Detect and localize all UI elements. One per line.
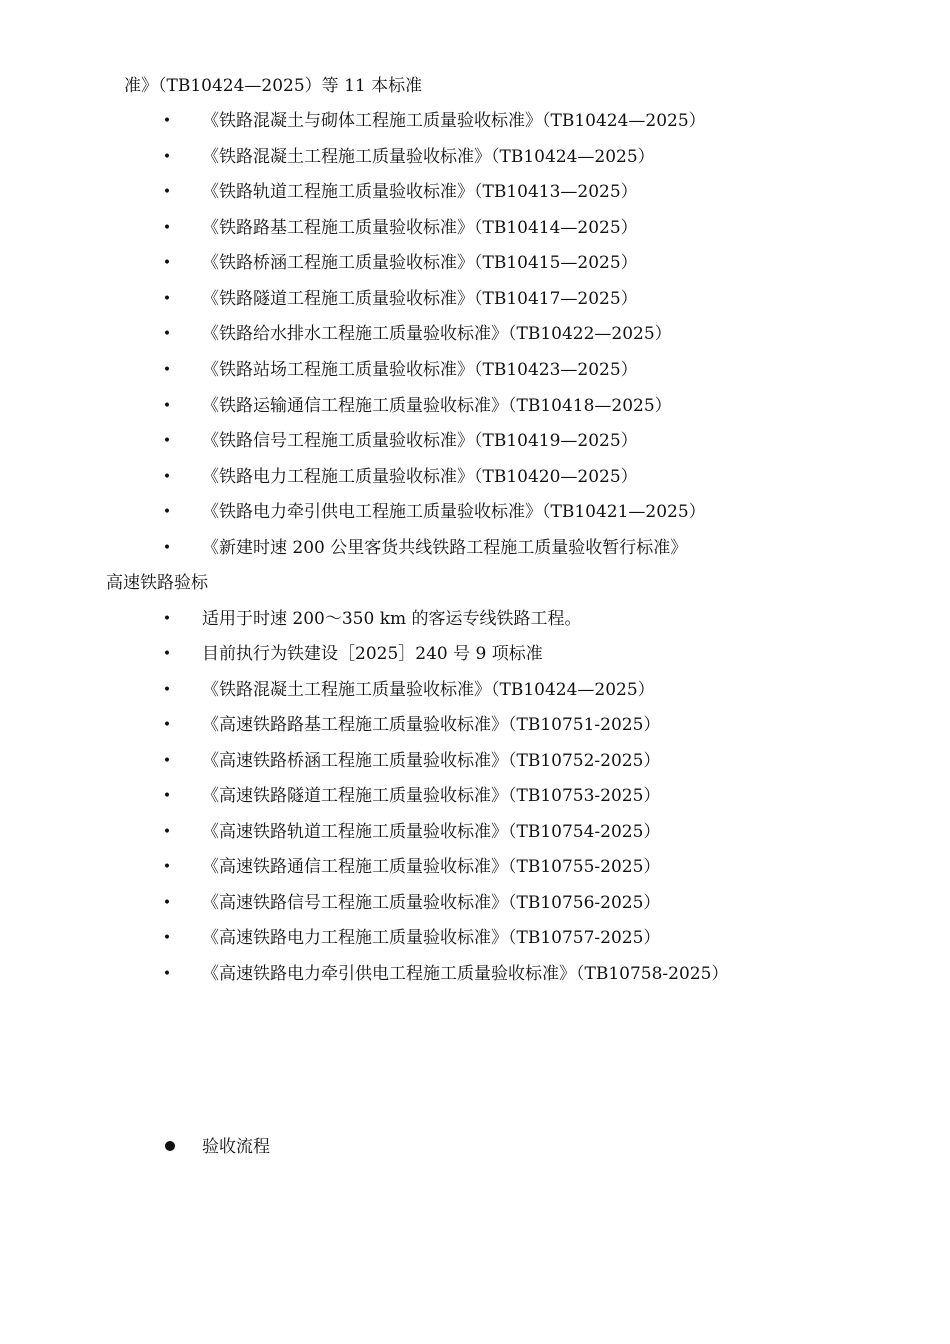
list-bullet: • <box>162 220 172 236</box>
list-bullet: • <box>162 113 172 129</box>
list-item: 《高速铁路路基工程施工质量验收标准》（TB10751-2025） <box>202 715 661 735</box>
list-item: 《铁路信号工程施工质量验收标准》（TB10419—2025） <box>202 431 638 451</box>
list-bullet: • <box>162 895 172 911</box>
list-item: 《高速铁路通信工程施工质量验收标准》（TB10755-2025） <box>202 857 661 877</box>
list-bullet: • <box>162 859 172 875</box>
list-bullet: • <box>162 398 172 414</box>
intro-line: 准》（TB10424—2025）等 11 本标准 <box>124 76 423 96</box>
list-item: 《高速铁路隧道工程施工质量验收标准》（TB10753-2025） <box>202 786 661 806</box>
list-bullet: • <box>162 717 172 733</box>
list-item: 《高速铁路电力工程施工质量验收标准》（TB10757-2025） <box>202 928 661 948</box>
list-item: 《铁路轨道工程施工质量验收标准》（TB10413—2025） <box>202 182 638 202</box>
list-item: 《铁路运输通信工程施工质量验收标准》（TB10418—2025） <box>202 396 672 416</box>
list-bullet: • <box>162 469 172 485</box>
list-bullet: • <box>162 504 172 520</box>
list-item: 《高速铁路电力牵引供电工程施工质量验收标准》（TB10758-2025） <box>202 964 729 984</box>
list-item: 《高速铁路轨道工程施工质量验收标准》（TB10754-2025） <box>202 822 661 842</box>
list-bullet: • <box>162 788 172 804</box>
list-item: 《铁路给水排水工程施工质量验收标准》（TB10422—2025） <box>202 324 672 344</box>
list-bullet: • <box>162 611 172 627</box>
list-item: 《铁路混凝土工程施工质量验收标准》（TB10424—2025） <box>202 147 655 167</box>
section-heading: 高速铁路验标 <box>106 573 208 593</box>
list-bullet: • <box>162 255 172 271</box>
list-item: 《铁路路基工程施工质量验收标准》（TB10414—2025） <box>202 218 638 238</box>
list-item: 目前执行为铁建设［2025］240 号 9 项标准 <box>202 644 543 664</box>
list-bullet: • <box>162 966 172 982</box>
list-item: 《铁路混凝土工程施工质量验收标准》（TB10424—2025） <box>202 680 655 700</box>
list-item: 《新建时速 200 公里客货共线铁路工程施工质量验收暂行标准》 <box>202 538 688 558</box>
list-bullet: • <box>162 540 172 556</box>
list-item: 《铁路隧道工程施工质量验收标准》（TB10417—2025） <box>202 289 638 309</box>
list-item: 《铁路桥涵工程施工质量验收标准》（TB10415—2025） <box>202 253 638 273</box>
list-bullet: • <box>162 646 172 662</box>
list-bullet: • <box>162 753 172 769</box>
list-item: 《高速铁路桥涵工程施工质量验收标准》（TB10752-2025） <box>202 751 661 771</box>
list-item: 《铁路混凝土与砌体工程施工质量验收标准》（TB10424—2025） <box>202 111 706 131</box>
process-heading: 验收流程 <box>202 1137 270 1157</box>
list-bullet: • <box>162 291 172 307</box>
list-item: 《铁路电力牵引供电工程施工质量验收标准》（TB10421—2025） <box>202 502 706 522</box>
list-bullet: • <box>162 184 172 200</box>
list-bullet: • <box>162 824 172 840</box>
list-item: 《高速铁路信号工程施工质量验收标准》（TB10756-2025） <box>202 893 661 913</box>
list-bullet: • <box>162 433 172 449</box>
list-item: 适用于时速 200～350 km 的客运专线铁路工程。 <box>202 609 582 629</box>
list-bullet: • <box>162 682 172 698</box>
list-item: 《铁路站场工程施工质量验收标准》（TB10423—2025） <box>202 360 638 380</box>
list-bullet: • <box>162 930 172 946</box>
list-bullet: • <box>162 326 172 342</box>
filled-circle-bullet-icon <box>165 1141 175 1151</box>
list-bullet: • <box>162 362 172 378</box>
list-item: 《铁路电力工程施工质量验收标准》（TB10420—2025） <box>202 467 638 487</box>
list-bullet: • <box>162 149 172 165</box>
